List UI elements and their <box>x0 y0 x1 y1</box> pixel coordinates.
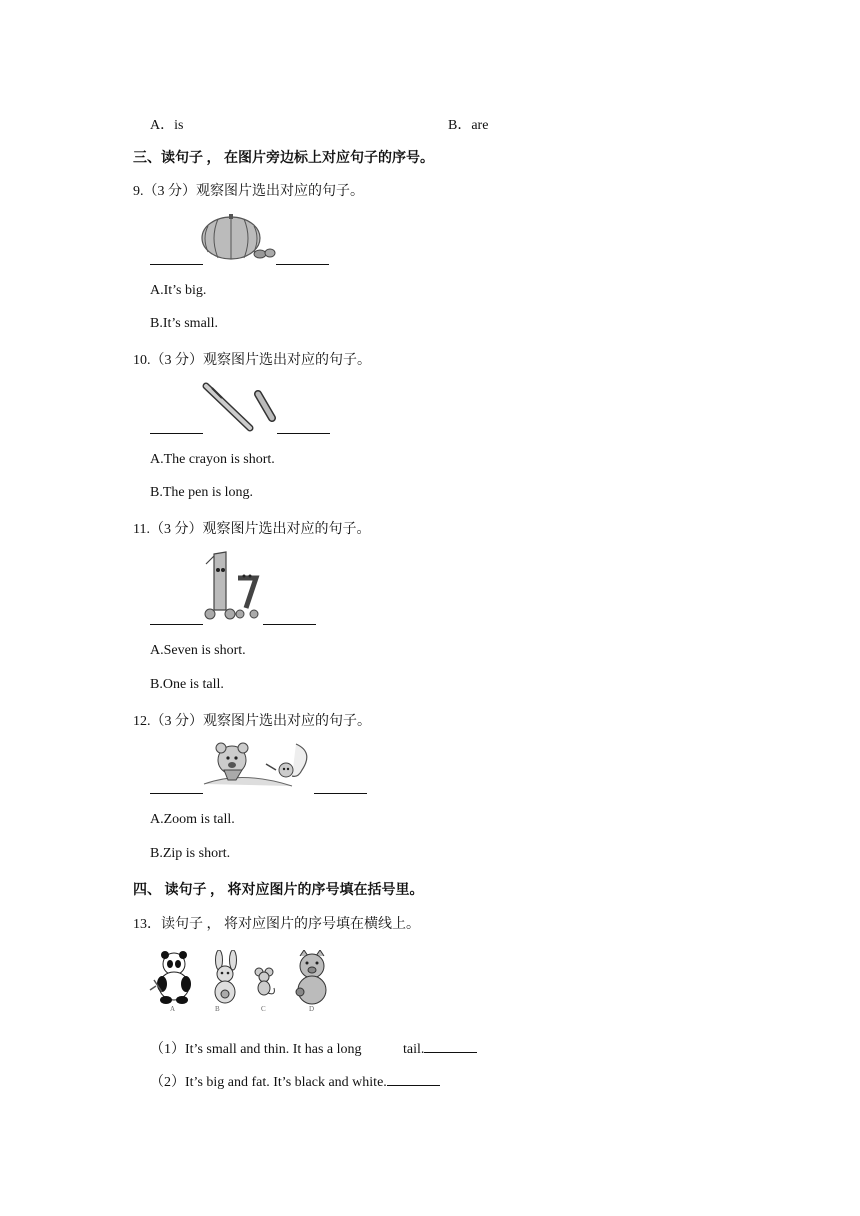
answer-blank-right[interactable] <box>276 250 329 270</box>
answer-blank[interactable] <box>424 1038 477 1053</box>
answer-blank[interactable] <box>387 1071 440 1086</box>
label-d: D <box>309 1005 315 1013</box>
question-12-stem: 12.（3 分）观察图片选出对应的句子。 <box>133 714 371 729</box>
answer-blank-left[interactable] <box>150 610 203 630</box>
question-13-sub-1-end <box>403 1038 477 1058</box>
answer-blank-right[interactable] <box>314 779 367 799</box>
question-11-option-b: B.One is tall. <box>150 677 224 692</box>
question-11-option-a: A.Seven is short. <box>150 643 246 658</box>
option-b: B．are <box>448 118 489 133</box>
option-a: A．is <box>150 118 184 133</box>
answer-blank-left[interactable] <box>150 419 203 439</box>
one-and-seven-image <box>200 550 264 622</box>
question-10-option-b: B.The pen is long. <box>150 485 254 500</box>
question-10-option-a: A.The crayon is short. <box>150 452 275 467</box>
question-13-stem: 13．读句子 ， 将对应图片的序号填在横线上。 <box>133 917 420 932</box>
sub-2-text: （2）It’s big and fat. It’s black and white. <box>150 1075 387 1090</box>
question-9-option-b: B.It’s small. <box>150 316 219 331</box>
sub-1-tail-text: tail. <box>403 1042 425 1057</box>
label-c: C <box>261 1005 266 1013</box>
question-11-stem: 11.（3 分）观察图片选出对应的句子。 <box>133 522 371 537</box>
sub-1-text: （1）It’s small and thin. It has a long <box>150 1042 362 1057</box>
answer-blank-left[interactable] <box>150 779 203 799</box>
label-a: A <box>170 1005 176 1013</box>
pen-and-crayon-image <box>202 382 280 434</box>
pig-image <box>290 950 334 1006</box>
panda-image <box>148 950 200 1006</box>
question-9-stem: 9.（3 分）观察图片选出对应的句子。 <box>133 184 364 199</box>
label-b: B <box>215 1005 220 1013</box>
answer-blank-left[interactable] <box>150 250 203 270</box>
question-13-sub-2 <box>150 1071 440 1091</box>
answer-blank-right[interactable] <box>277 419 330 439</box>
question-9-option-a: A.It’s big. <box>150 283 207 298</box>
rabbit-image <box>205 950 245 1006</box>
question-12-option-a: A.Zoom is tall. <box>150 812 235 827</box>
question-13-sub-1 <box>150 1038 362 1058</box>
bear-and-squirrel-image <box>202 740 314 794</box>
pumpkin-image <box>200 214 276 262</box>
question-10-stem: 10.（3 分）观察图片选出对应的句子。 <box>133 353 371 368</box>
mouse-image <box>250 966 278 1000</box>
answer-blank-right[interactable] <box>263 610 316 630</box>
section-3-heading: 三、读句子 ， 在图片旁边标上对应句子的序号。 <box>133 151 434 166</box>
question-12-option-b: B.Zip is short. <box>150 846 231 861</box>
section-4-heading: 四、 读句子 ， 将对应图片的序号填在括号里。 <box>133 883 424 898</box>
